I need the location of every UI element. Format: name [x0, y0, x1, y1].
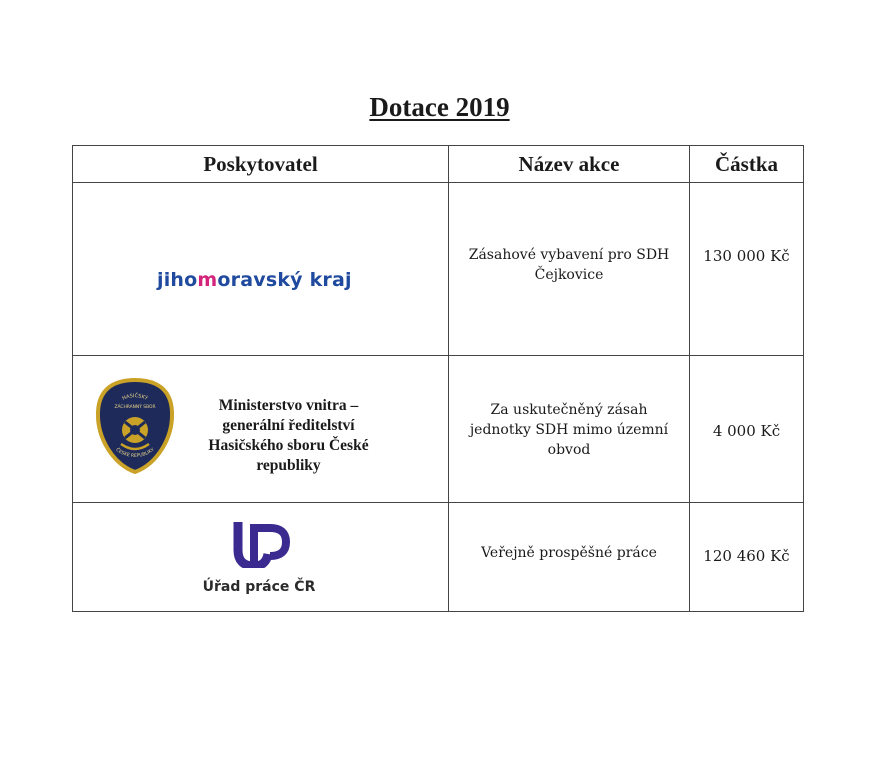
ministry-name [181, 396, 396, 476]
table-row [73, 503, 804, 612]
action-line: Čejkovice [534, 267, 604, 283]
jihomoravsky-kraj-logo [157, 269, 352, 291]
ministry-name-line: republiky [256, 457, 321, 474]
table-row [73, 183, 804, 356]
header-amount: Částka [690, 146, 804, 183]
ministry-name-line: generální ředitelství [222, 417, 355, 434]
logo-part: oravský kraj [217, 269, 352, 291]
table-header-row [73, 146, 804, 183]
table-row [73, 356, 804, 503]
provider-cell [73, 183, 449, 356]
header-provider: Poskytovatel [73, 146, 449, 183]
action-cell [449, 183, 690, 356]
page-title [0, 92, 879, 123]
provider-cell [73, 356, 449, 503]
action-line: Veřejně prospěšné práce [481, 545, 657, 561]
action-cell [449, 503, 690, 612]
amount-value: 120 460 Kč [703, 547, 790, 565]
urad-prace-logo-icon [232, 520, 292, 568]
header-action: Název akce [449, 146, 690, 183]
badge-text-bottom: ČESKÉ REPUBLIKY [114, 447, 156, 459]
urad-prace-name: Úřad práce ČR [202, 579, 316, 595]
logo-part: jiho [157, 269, 198, 291]
logo-part-accent: m [197, 269, 218, 291]
action-line: Zásahové vybavení pro SDH [468, 247, 670, 263]
amount-cell [690, 183, 804, 356]
amount-cell [690, 503, 804, 612]
badge-text-middle: ZÁCHRANNÝ SBOR [114, 405, 156, 410]
grants-table [72, 145, 804, 612]
amount-value: 4 000 Kč [712, 422, 781, 440]
amount-cell [690, 356, 804, 503]
amount-value: 130 000 Kč [703, 247, 790, 265]
provider-cell [73, 503, 449, 612]
action-line: Za uskutečněný zásah [490, 402, 648, 418]
hasicsky-zachranny-sbor-badge-icon [95, 378, 175, 474]
action-line: jednotky SDH mimo územní [469, 422, 669, 438]
action-cell [449, 356, 690, 503]
badge-text-top: HASIČSKÝ [121, 393, 149, 402]
ministry-name-line: Hasičského sboru České [208, 437, 369, 454]
page-title-text: Dotace 2019 [369, 92, 510, 122]
action-line: obvod [547, 442, 591, 458]
ministry-name-line: Ministerstvo vnitra – [218, 397, 359, 414]
